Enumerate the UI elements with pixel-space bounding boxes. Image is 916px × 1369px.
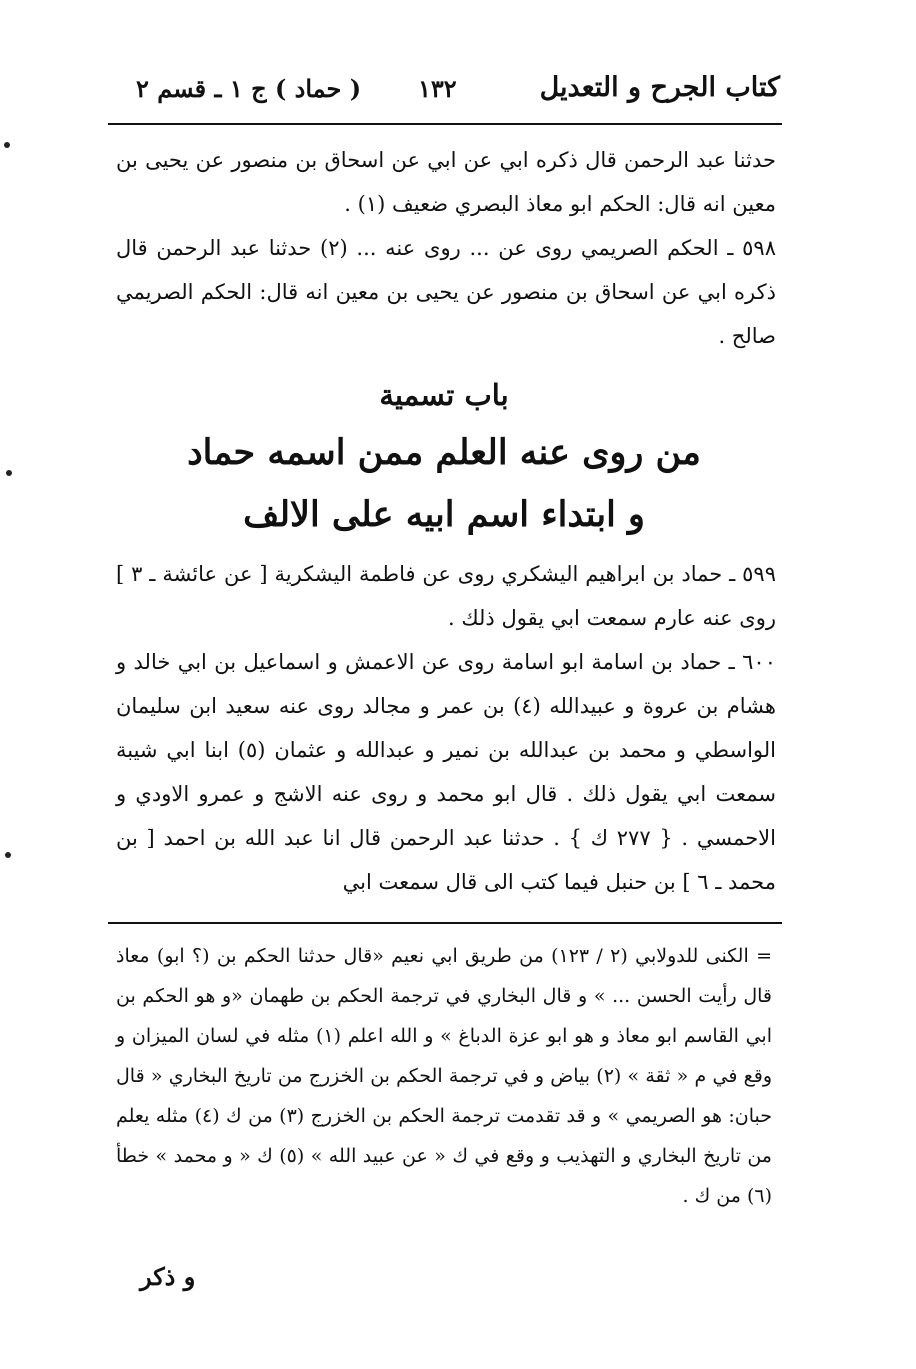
chapter-title-line-2: من روى عنه العلم ممن اسمه حماد bbox=[187, 432, 701, 473]
footnotes: = الكنى للدولابي (٢ / ١٢٣) من طريق ابي نعيم «قال حدثنا الحكم بن (؟ ابو) معاذ قال رأيت الحسن ... » و قال البخاري في ترجمة الحكم بن طهمان «و هو الحكم بن ابي القاسم ابو معاذ و هو ابو عزة الدباغ » و الله اعلم (١) مثله في لسان الميزان و وقع في م « ثقة » (٢) بياض و في ترجمة الحكم بن الخزرج من تاريخ البخاري « قال حبان: هو الصريمي » و قد تقدمت ترجمة الحكم بن الخزرج (٣) من ك (٤) مثله يعلم من تاريخ البخاري و التهذيب و وقع في ك « عن عبيد الله » (٥) ك « و محمد » خطأ (٦) من ك . bbox=[116, 945, 773, 1207]
margin-speck bbox=[6, 470, 12, 476]
page-number: ١٣٢ bbox=[418, 74, 457, 103]
chapter-title-line-1: باب تسمية bbox=[379, 378, 509, 412]
entry-600: ٦٠٠ ـ حماد بن اسامة ابو اسامة روى عن الاعمش و اسماعيل بن ابي خالد و هشام بن عروة و عبيدالله (٤) بن عمر و مجالد روى عنه سعيد ابن سليمان الواسطي و محمد بن عبدالله بن نمير و عبدالله و عثمان (٥) ابنا ابي شيبة سمعت ابي يقول ذلك . قال ابو محمد و روى عنه الاشج و عمرو الاودي و الاحمسي . { ٢٧٧ ك } . حدثنا عبد الرحمن قال انا عبد الله بن احمد [ بن محمد ـ ٦ ] بن حنبل فيما كتب الى قال سمعت ابي bbox=[116, 650, 776, 894]
book-title: كتاب الجرح و التعديل bbox=[539, 72, 780, 103]
header-rule bbox=[108, 123, 782, 125]
margin-speck bbox=[4, 142, 10, 148]
entry-paragraph: حدثنا عبد الرحمن قال ذكره ابي عن ابي عن اسحاق بن منصور عن يحيى بن معين انه قال: الحكم ابو معاذ البصري ضعيف (١) . bbox=[116, 148, 776, 216]
chapter-title-line-3: و ابتداء اسم ابيه على الالف bbox=[243, 494, 645, 535]
catchword: و ذكر bbox=[140, 1262, 196, 1291]
section-label: ( حماد ) ج ١ ـ قسم ٢ bbox=[136, 74, 362, 103]
footnote-rule bbox=[108, 922, 782, 924]
entry-599: ٥٩٩ ـ حماد بن ابراهيم اليشكري روى عن فاطمة اليشكرية [ عن عائشة ـ ٣ ] روى عنه عارم سمعت ابي يقول ذلك . bbox=[116, 562, 776, 630]
page-header bbox=[108, 72, 780, 116]
margin-speck bbox=[5, 852, 11, 858]
entry-598: ٥٩٨ ـ الحكم الصريمي روى عن ... روى عنه ... (٢) حدثنا عبد الرحمن قال ذكره ابي عن اسحاق بن منصور عن يحيى بن معين انه قال: الحكم الصريمي صالح . bbox=[116, 236, 776, 348]
